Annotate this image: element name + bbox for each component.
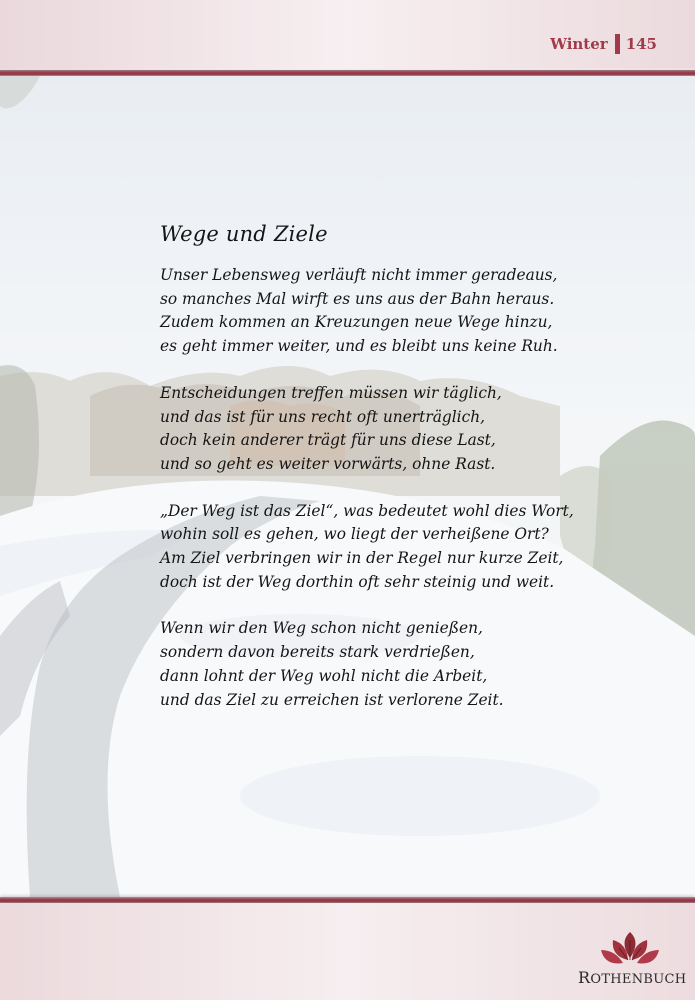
poem-title: Wege und Ziele <box>160 222 328 246</box>
poem-line: so manches Mal wirft es uns aus der Bahn heraus. <box>160 289 555 308</box>
page-number: 145 <box>625 35 657 53</box>
stanza-2 <box>160 382 630 477</box>
poem-line: Wenn wir den Weg schon nicht genießen, <box>160 619 483 638</box>
poem-line: doch ist der Weg dorthin oft sehr steinig und weit. <box>160 572 555 591</box>
poem-line: Am Ziel verbringen wir in der Regel nur kurze Zeit, <box>160 549 564 568</box>
poem-line: und das Ziel zu erreichen ist verlorene Zeit. <box>160 690 504 709</box>
stanza-4 <box>160 617 630 712</box>
poem-line: es geht immer weiter, und es bleibt uns keine Ruh. <box>160 337 558 356</box>
stanza-3 <box>160 500 630 595</box>
running-header <box>550 34 657 54</box>
poem-line: sondern davon bereits stark verdrießen, <box>160 643 475 662</box>
logo-wordmark: ROTHENBUCH <box>578 968 687 987</box>
poem-line: Zudem kommen an Kreuzungen neue Wege hinzu, <box>160 313 553 332</box>
poem-line: dann lohnt der Weg wohl nicht die Arbeit, <box>160 666 488 685</box>
poem-line: wohin soll es gehen, wo liegt der verheißene Ort? <box>160 525 549 544</box>
header-separator <box>615 34 620 54</box>
leaf-emblem-icon <box>595 930 665 970</box>
rothenbuch-logo <box>578 930 687 992</box>
poem-line: und das ist für uns recht oft unerträglich, <box>160 407 485 426</box>
poem-line: „Der Weg ist das Ziel“, was bedeutet wohl dies Wort, <box>160 501 574 520</box>
section-title: Winter <box>550 35 608 53</box>
poem-line: Unser Lebensweg verläuft nicht immer geradeaus, <box>160 266 558 284</box>
stanza-1 <box>160 264 630 359</box>
poem-line: Entscheidungen treffen müssen wir täglich, <box>160 383 502 402</box>
poem-line: doch kein anderer trägt für uns diese Last, <box>160 431 496 450</box>
poem <box>160 222 630 735</box>
poem-line: und so geht es weiter vorwärts, ohne Rast. <box>160 454 496 473</box>
